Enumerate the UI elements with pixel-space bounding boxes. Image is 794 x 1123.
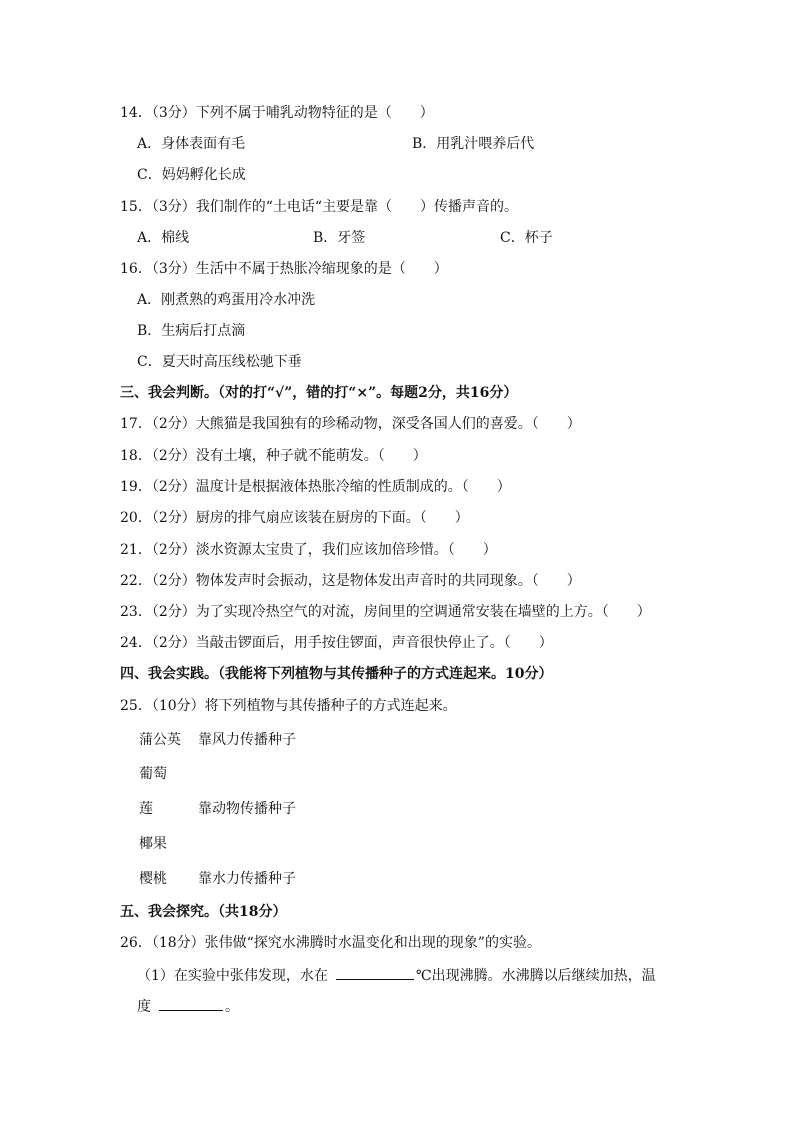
section-5-heading: 五、我会探究。（共18分） bbox=[120, 904, 287, 920]
q16-option-a: A．刚煮熟的鸡蛋用冷水冲洗 bbox=[137, 292, 316, 308]
q26-1-line2 bbox=[137, 996, 239, 1017]
q15-option-c: C．杯子 bbox=[500, 230, 553, 246]
q14-stem: 14．（3分）下列不属于哺乳动物特征的是（ ） bbox=[120, 105, 434, 121]
q18: 18．（2分）没有土壤，种子就不能萌发。（ ） bbox=[120, 448, 427, 464]
q26-1-line1 bbox=[137, 965, 656, 986]
q14-option-a: A．身体表面有毛 bbox=[137, 136, 246, 152]
plant-coconut: 椰果 bbox=[139, 836, 167, 852]
q26-1-blank-1[interactable] bbox=[336, 965, 414, 980]
q24: 24．（2分）当敲击锣面后，用手按住锣面，声音很快停止了。（ ） bbox=[120, 635, 553, 651]
q21: 21．（2分）淡水资源太宝贵了，我们应该加倍珍惜。（ ） bbox=[120, 542, 497, 558]
method-water: 靠水力传播种子 bbox=[198, 871, 296, 887]
q26-1-blank-2[interactable] bbox=[159, 996, 223, 1011]
q15-stem: 15．（3分）我们制作的“土电话“主要是靠（ ）传播声音的。 bbox=[120, 199, 519, 215]
plant-dandelion: 蒲公英 bbox=[139, 732, 181, 748]
q26-1-text-b: ℃出现沸腾。水沸腾以后继续加热，温 bbox=[415, 968, 656, 984]
plant-lotus: 莲 bbox=[139, 801, 153, 817]
q25-stem: 25．（10分）将下列植物与其传播种子的方式连起来。 bbox=[120, 698, 457, 714]
q26-1-text-a: （1）在实验中张伟发现，水在 bbox=[137, 968, 328, 984]
q14-option-b: B．用乳汁喂养后代 bbox=[412, 136, 535, 152]
q23: 23．（2分）为了实现冷热空气的对流，房间里的空调通常安装在墙壁的上方。（ ） bbox=[120, 604, 651, 620]
q22: 22．（2分）物体发声时会振动，这是物体发出声音时的共同现象。（ ） bbox=[120, 573, 581, 589]
q15-option-a: A．棉线 bbox=[137, 230, 190, 246]
q16-stem: 16．（3分）生活中不属于热胀冷缩现象的是（ ） bbox=[120, 261, 448, 277]
q17: 17．（2分）大熊猫是我国独有的珍稀动物，深受各国人们的喜爱。（ ） bbox=[120, 416, 581, 432]
method-animal: 靠动物传播种子 bbox=[198, 801, 296, 817]
section-4-heading: 四、我会实践。（我能将下列植物与其传播种子的方式连起来。10分） bbox=[120, 666, 553, 682]
q15-option-b: B．牙签 bbox=[313, 230, 366, 246]
q26-1-text-c: 度 bbox=[137, 999, 151, 1015]
q26-stem: 26．（18分）张伟做“探究水沸腾时水温变化和出现的现象”的实验。 bbox=[120, 935, 541, 951]
q26-1-text-d: 。 bbox=[225, 999, 239, 1015]
q19: 19．（2分）温度计是根据液体热胀冷缩的性质制成的。（ ） bbox=[120, 479, 511, 495]
q14-option-c: C．妈妈孵化长成 bbox=[137, 167, 246, 183]
q16-option-b: B．生病后打点滴 bbox=[137, 323, 246, 339]
section-3-heading: 三、我会判断。（对的打“√”，错的打“×”。每题2分，共16分） bbox=[120, 385, 518, 401]
plant-cherry: 樱桃 bbox=[139, 871, 167, 887]
method-wind: 靠风力传播种子 bbox=[198, 732, 296, 748]
q16-option-c: C．夏天时高压线松驰下垂 bbox=[137, 354, 302, 370]
plant-grape: 葡萄 bbox=[139, 766, 167, 782]
q20: 20．（2分）厨房的排气扇应该装在厨房的下面。（ ） bbox=[120, 510, 469, 526]
